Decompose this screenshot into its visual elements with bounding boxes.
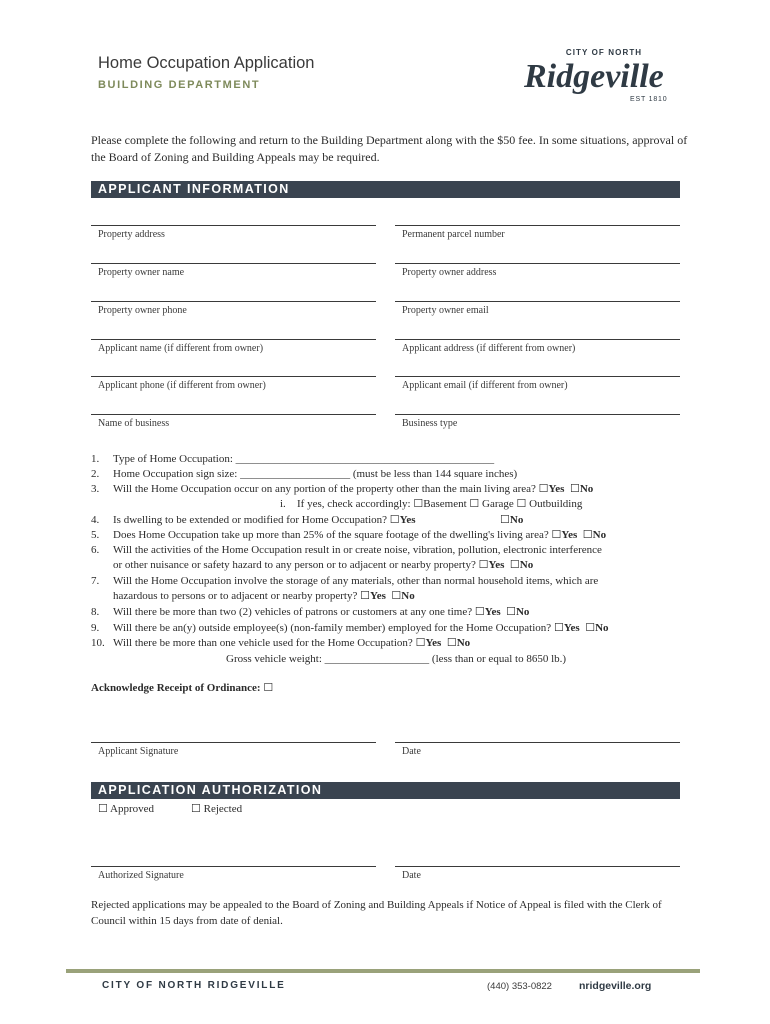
option-label: No <box>592 529 607 541</box>
question-label: Will there be more than one vehicle used for the Home Occupation? <box>113 637 413 649</box>
question-label: Will the Home Occupation occur on any portion of the property other than the main living area? <box>113 483 536 495</box>
logo-top-text: CITY OF NORTH <box>565 48 643 57</box>
business-type-field[interactable] <box>395 414 680 429</box>
q3-yes-checkbox[interactable]: ☐Yes <box>538 483 565 495</box>
intro-text: Please complete the following and return to the Building Department along with the $50 fee. In some situations, approval of the Board of Zoning and Building Appeals may be required. <box>91 133 688 164</box>
acknowledge-receipt <box>91 681 273 694</box>
field-label: Date <box>402 746 421 757</box>
option-label: Yes <box>369 590 386 602</box>
question-label: Is dwelling to be extended or modified for Home Occupation? <box>113 514 388 526</box>
q10-no-checkbox[interactable]: ☐No <box>446 637 471 649</box>
question-text <box>113 482 593 497</box>
field-label: Business type <box>402 418 458 429</box>
question-number: i. <box>280 498 286 510</box>
option-label: Yes <box>563 622 580 634</box>
option-label: Garage <box>482 498 514 510</box>
question-text <box>113 605 529 620</box>
applicant-email-field[interactable] <box>395 376 680 391</box>
option-label: Yes <box>484 606 501 618</box>
option-label: Yes <box>561 529 578 541</box>
question-label: Will there be an(y) outside employee(s) (non-family member) employed for the Home Occupation? <box>113 622 552 634</box>
option-label: Outbuilding <box>529 498 583 510</box>
footer-rule <box>66 969 700 973</box>
applicant-phone-field[interactable] <box>91 376 376 391</box>
field-label: Name of business <box>98 418 170 429</box>
q5-yes-checkbox[interactable]: ☐Yes <box>551 529 578 541</box>
logo-main-text: Ridgeville <box>524 58 664 95</box>
question-label: Does Home Occupation take up more than 25% of the square footage of the dwelling's living area? <box>113 529 549 541</box>
field-label: Property owner phone <box>98 305 187 316</box>
question-label: If yes, check accordingly: <box>297 498 411 510</box>
question-number: 3. <box>91 483 100 495</box>
question-text <box>113 558 533 573</box>
question-text: Will the Home Occupation involve the storage of any materials, other than normal household items, which are <box>113 575 599 587</box>
question-text[interactable]: Type of Home Occupation: _______________________________________________ <box>113 453 495 465</box>
property-address-field[interactable] <box>91 225 376 240</box>
business-name-field[interactable] <box>91 414 376 429</box>
option-label: No <box>579 483 594 495</box>
question-text <box>297 497 582 512</box>
footer-website-link[interactable]: nridgeville.org <box>579 980 652 992</box>
approved-checkbox[interactable]: ☐ Approved <box>98 803 155 815</box>
question-label: or other nuisance or safety hazard to any person or to adjacent or nearby property? <box>113 559 476 571</box>
question-text <box>113 589 415 604</box>
question-number: 1. <box>91 453 100 465</box>
footer-city-name: CITY OF NORTH RIDGEVILLE <box>102 980 286 991</box>
question-number: 8. <box>91 606 100 618</box>
q9-yes-checkbox[interactable]: ☐Yes <box>553 622 580 634</box>
option-label: Yes <box>399 514 416 526</box>
outbuilding-checkbox[interactable]: ☐ Outbuilding <box>516 498 583 510</box>
acknowledge-checkbox[interactable]: ☐ <box>263 682 274 694</box>
field-label: Property owner name <box>98 267 185 278</box>
question-number: 5. <box>91 529 100 541</box>
field-label: Applicant phone (if different from owner) <box>98 380 266 391</box>
authorization-section-header: APPLICATION AUTHORIZATION <box>91 782 680 799</box>
option-label: No <box>509 514 524 526</box>
option-label: Yes <box>425 637 442 649</box>
field-label: Property address <box>98 229 165 240</box>
option-label: No <box>401 590 415 602</box>
q3-no-checkbox[interactable]: ☐No <box>569 483 594 495</box>
question-text[interactable]: Home Occupation sign size: ____________________ (must be less than 144 square inches) <box>113 468 518 480</box>
page-title: Home Occupation Application <box>98 54 315 72</box>
q6-no-checkbox[interactable]: ☐No <box>509 559 534 571</box>
option-label: No <box>519 559 534 571</box>
logo-est-text: EST 1810 <box>630 96 668 101</box>
field-label: Property owner email <box>402 305 489 316</box>
owner-address-field[interactable] <box>395 263 680 278</box>
question-number: 9. <box>91 622 100 634</box>
option-label: No <box>515 606 530 618</box>
question-label: Will there be more than two (2) vehicles of patrons or customers at any one time? <box>113 606 473 618</box>
question-number: 2. <box>91 468 100 480</box>
basement-checkbox[interactable]: ☐Basement <box>413 498 467 510</box>
rejected-checkbox[interactable]: ☐ Rejected <box>191 803 243 815</box>
applicant-address-field[interactable] <box>395 339 680 354</box>
question-number: 10. <box>91 637 105 649</box>
applicant-signature-field[interactable] <box>91 742 376 757</box>
q6-yes-checkbox[interactable]: ☐Yes <box>478 559 505 571</box>
field-label: Property owner address <box>402 267 497 278</box>
option-label: Basement <box>423 498 467 510</box>
field-label: Permanent parcel number <box>402 229 505 240</box>
logo-ridgeville-wordmark <box>520 47 688 101</box>
owner-phone-field[interactable] <box>91 301 376 316</box>
option-label: No <box>456 637 471 649</box>
field-label: Applicant email (if different from owner) <box>402 380 568 391</box>
authorized-signature-field[interactable] <box>91 866 376 881</box>
field-label: Applicant name (if different from owner) <box>98 343 264 354</box>
question-number: 6. <box>91 544 100 556</box>
department-subtitle: BUILDING DEPARTMENT <box>98 79 261 91</box>
question-number: 4. <box>91 514 100 526</box>
question-label: hazardous to persons or to adjacent or nearby property? <box>113 590 358 602</box>
question-text <box>113 621 609 636</box>
applicant-name-field[interactable] <box>91 339 376 354</box>
q7-yes-checkbox[interactable]: ☐Yes <box>360 590 386 602</box>
field-label: Authorized Signature <box>98 870 184 881</box>
q9-no-checkbox[interactable]: ☐No <box>585 622 609 634</box>
option-label: Approved <box>110 803 155 815</box>
parcel-number-field[interactable] <box>395 225 680 240</box>
garage-checkbox[interactable]: ☐ Garage <box>469 498 514 510</box>
q7-no-checkbox[interactable]: ☐No <box>391 590 415 602</box>
gross-weight-text[interactable]: Gross vehicle weight: ___________________ (less than or equal to 8650 lb.) <box>226 653 567 665</box>
field-label: Date <box>402 870 421 881</box>
q4-yes-checkbox[interactable]: ☐Yes <box>389 514 416 526</box>
footer-phone: (440) 353-0822 <box>487 981 552 992</box>
q8-no-checkbox[interactable]: ☐No <box>506 606 530 618</box>
q8-yes-checkbox[interactable]: ☐Yes <box>474 606 501 618</box>
option-label: Yes <box>488 559 505 571</box>
question-text: Will the activities of the Home Occupation result in or create noise, vibration, pollution, electronic interference <box>113 544 602 556</box>
question-text <box>113 513 416 528</box>
owner-name-field[interactable] <box>91 263 376 278</box>
applicant-section-header: APPLICANT INFORMATION <box>91 181 680 198</box>
field-label: Applicant Signature <box>98 746 179 757</box>
authorization-date-field[interactable] <box>395 866 680 881</box>
appeal-footnote: Rejected applications may be appealed to the Board of Zoning and Building Appeals if Notice of Appeal is filed with the Clerk of Council within 15 days from date of denial. <box>91 899 662 927</box>
acknowledge-label: Acknowledge Receipt of Ordinance: <box>91 682 261 694</box>
option-label: Rejected <box>203 803 243 815</box>
question-text <box>113 636 470 651</box>
q10-yes-checkbox[interactable]: ☐Yes <box>415 637 442 649</box>
applicant-date-field[interactable] <box>395 742 680 757</box>
q4-no-checkbox[interactable]: ☐No <box>500 514 524 526</box>
option-label: No <box>595 622 609 634</box>
question-text <box>113 528 606 543</box>
question-number: 7. <box>91 575 100 587</box>
owner-email-field[interactable] <box>395 301 680 316</box>
option-label: Yes <box>548 483 565 495</box>
q5-no-checkbox[interactable]: ☐No <box>582 529 607 541</box>
field-label: Applicant address (if different from owner) <box>402 343 576 354</box>
